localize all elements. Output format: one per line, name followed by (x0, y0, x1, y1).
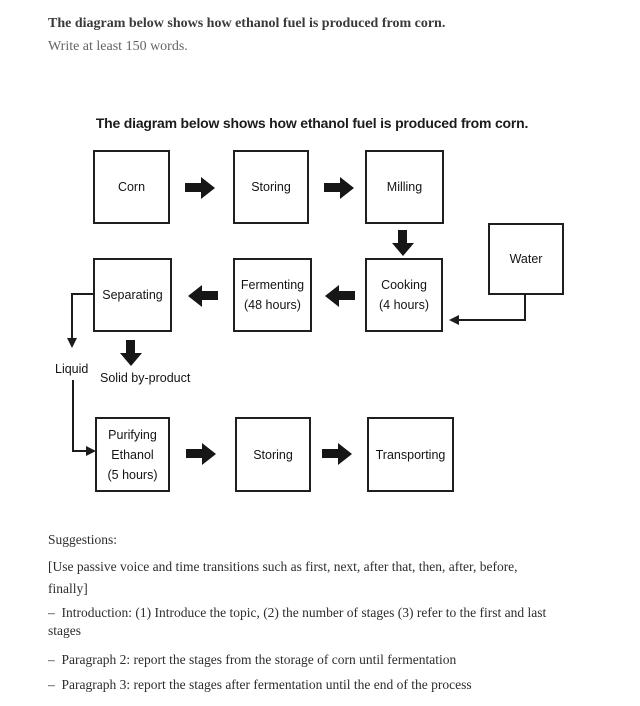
suggestion-bullet-introduction: – Introduction: (1) Introduce the topic, (2) the number of stages (3) refer to the first and last stages (48, 605, 547, 638)
label-liquid: Liquid (55, 362, 89, 376)
suggestion-bullet-paragraph2: – Paragraph 2: report the stages from the storage of corn until fermentation (48, 652, 457, 667)
label-solid-byproduct: Solid by-product (100, 371, 191, 385)
node-storing-top: Storing (233, 150, 309, 224)
node-transporting: Transporting (367, 417, 454, 492)
diagram-title: The diagram below shows how ethanol fuel is produced from corn. (95, 115, 529, 131)
liquid-line-top-vertical (71, 293, 73, 339)
water-arrowhead-icon (449, 315, 459, 325)
node-cooking: Cooking (4 hours) (365, 258, 443, 332)
node-water: Water (488, 223, 564, 295)
arrow-purifying-to-storing-icon (186, 443, 216, 465)
liquid-line-bottom-vertical (72, 380, 74, 452)
water-line-vertical (524, 294, 526, 321)
liquid-line-top-horizontal (71, 293, 93, 295)
liquid-arrowhead-right-icon (86, 446, 96, 456)
node-corn: Corn (93, 150, 170, 224)
suggestions-heading: Suggestions: (48, 532, 118, 547)
water-line-horizontal (459, 319, 526, 321)
suggestion-bullet-paragraph3: – Paragraph 3: report the stages after fermentation until the end of the process (48, 677, 472, 692)
arrow-cooking-to-fermenting-icon (325, 285, 355, 307)
node-milling: Milling (365, 150, 444, 224)
arrow-corn-to-storing-icon (185, 177, 215, 199)
node-storing-bottom: Storing (235, 417, 311, 492)
node-purifying: Purifying Ethanol (5 hours) (95, 417, 170, 492)
suggestions-note: [Use passive voice and time transitions such as first, next, after that, then, after, before, finally] (48, 559, 518, 596)
task-prompt: The diagram below shows how ethanol fuel is produced from corn. (48, 16, 446, 31)
node-fermenting: Fermenting (48 hours) (233, 258, 312, 332)
arrow-storing-to-milling-icon (324, 177, 354, 199)
arrow-storing-to-transporting-icon (322, 443, 352, 465)
arrow-separating-to-solid-icon (120, 340, 142, 366)
arrow-milling-to-cooking-icon (392, 230, 414, 256)
liquid-arrowhead-down-icon (67, 338, 77, 348)
node-separating: Separating (93, 258, 172, 332)
arrow-fermenting-to-separating-icon (188, 285, 218, 307)
word-count-instruction: Write at least 150 words. (48, 39, 188, 54)
